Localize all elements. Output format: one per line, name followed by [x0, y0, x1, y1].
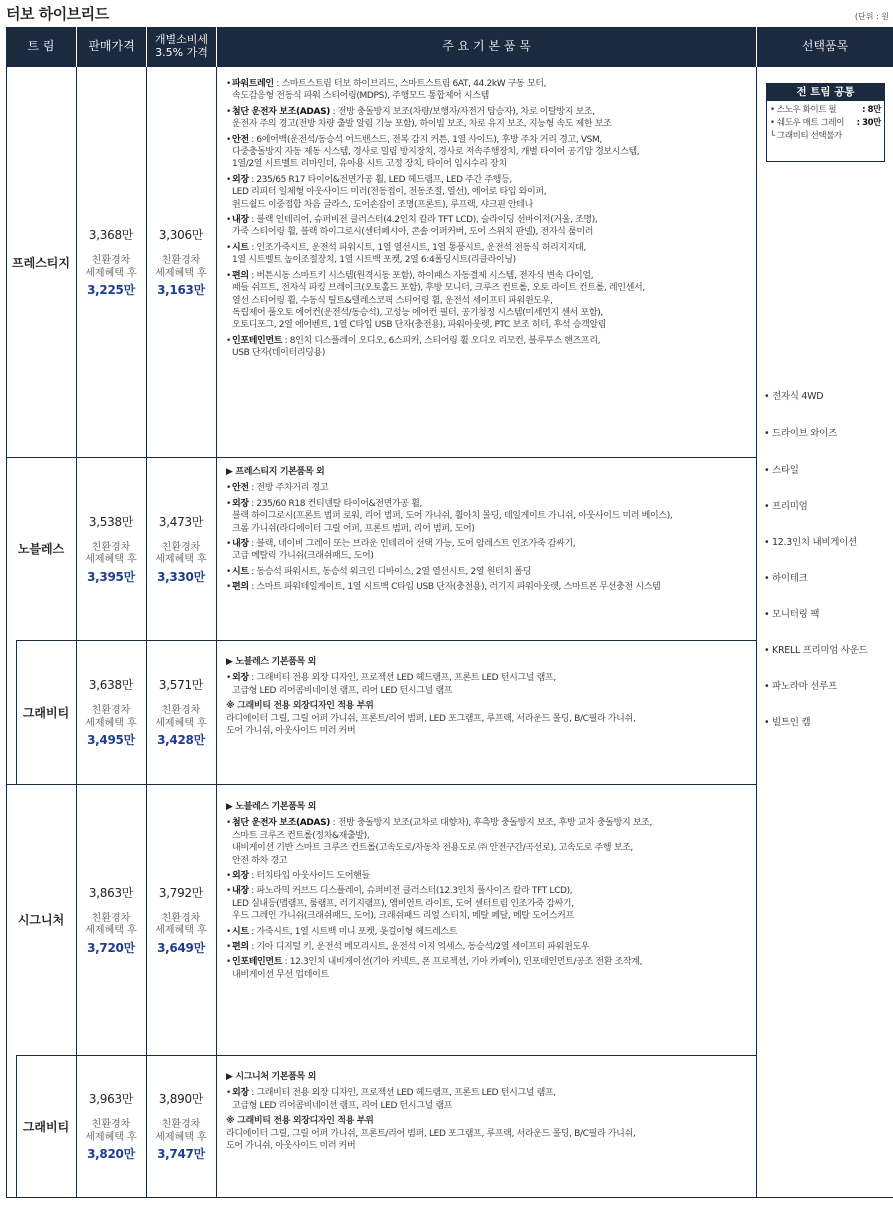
item-line: 가죽 스티어링 휠, 블랙 하이그로시(센터페시아, 콘솔 어퍼커버, 도어 스위치 판넬), 전자식 룸미러 — [232, 227, 594, 238]
item-label: 시트 — [232, 242, 249, 253]
header-items — [217, 27, 756, 67]
option-item: • 파노라마 선루프 — [764, 681, 837, 692]
item-line: : 그래비티 전용 외장 디자인, 프로젝션 LED 헤드램프, 프론트 LED 턴시그널 램프, — [251, 1088, 556, 1099]
item-block: •편의 : 스마트 파워테일게이트, 1열 시트백 C타입 USB 단자(충전용), 러기지 파워아웃렛, 스마트폰 무선충전 시스템 — [226, 582, 661, 593]
note-block — [226, 1115, 751, 1152]
benefit-label-1: 친환경차 — [161, 255, 201, 266]
item-line: USB 단자(데이터리딩용) — [232, 348, 326, 359]
after-benefit-tax-price: 3,747만 — [157, 1147, 205, 1161]
header-tax-price — [147, 27, 216, 67]
item-block: •시트 : 가죽시트, 1열 시트백 미니 포켓, 옷걸이형 헤드레스트 — [226, 926, 458, 937]
after-benefit-tax-price: 3,330만 — [157, 569, 205, 584]
tax-price-cell — [146, 1055, 216, 1197]
benefit-label-1: 친환경차 — [91, 1119, 131, 1130]
item-line: : 가죽시트, 1열 시트백 미니 포켓, 옷걸이형 헤드레스트 — [251, 926, 458, 937]
item-line: : 전방 충돌방지 보조(교차로 대향차), 후측방 충돌방지 보조, 후방 교차 충돌방지 보조, — [332, 818, 653, 829]
common-options-title: 전 트림 공통 — [767, 84, 884, 101]
common-option-note: └ 그래비티 선택불가 — [770, 130, 842, 141]
option-item: • 하이테크 — [764, 573, 808, 584]
item-line: : 동승석 파워시트, 동승석 워크인 디바이스, 2열 열선시트, 2열 원터치 폴딩 — [251, 566, 531, 577]
common-options-body — [767, 101, 884, 145]
item-line: : 인조가죽시트, 운전석 파워시트, 1열 열선시트, 1열 통풍시트, 운전석 전동식 허리지지대, — [251, 242, 587, 253]
benefit-label-2: 세제혜택 후 — [85, 925, 137, 936]
benefit-label-1: 친환경차 — [91, 255, 131, 266]
note-title: ※ 그래비티 전용 외장디자인 적용 부위 — [226, 1116, 374, 1127]
option-item: • 모니터링 팩 — [764, 609, 820, 620]
tax-price-cell — [146, 640, 216, 784]
item-line: : 12.3인치 내비게이션(기아 커넥트, 폰 프로젝션, 기아 카페이), 인포테인먼트/공조 전환 조작계, — [284, 957, 643, 968]
benefit-label-1: 친환경차 — [161, 1119, 201, 1130]
benefit-label-2: 세제혜택 후 — [155, 267, 207, 279]
item-line: : 8인치 디스플레이 오디오, 6스피커, 스티어링 휠 오디오 리모컨, 블루투스 핸즈프리, — [284, 335, 601, 346]
item-line: 내비게이션 무선 업데이트 — [232, 969, 329, 980]
item-line: : 파노라믹 커브드 디스플레이, 슈퍼비전 클러스터(12.3인치 풀사이즈 칼라 TFT LCD), — [251, 886, 573, 897]
option-item: • 전자식 4WD — [764, 391, 824, 402]
item-label: 안전 — [232, 134, 249, 145]
item-line: 블랙 하이그로시(프론트 범퍼 로워, 리어 범퍼, 도어 가니쉬, 휠아치 몰딩, 테일게이트 가니쉬, 아웃사이드 미러 베이스), — [232, 511, 673, 522]
common-option-row — [770, 117, 881, 130]
item-label: 외장 — [232, 1088, 249, 1099]
unit-label: (단위 : 원 — [854, 12, 889, 21]
item-block: •인포테인먼트 : 12.3인치 내비게이션(기아 커넥트, 폰 프로젝션, 기아 카페이), 인포테인먼트/공조 전환 조작계, 내비게이션 무선 업데이트 — [226, 957, 643, 980]
option-item: • 스타일 — [764, 465, 799, 476]
benefit-label-2: 세제혜택 후 — [155, 717, 207, 729]
benefit-label-1: 친환경차 — [91, 912, 131, 924]
header-items-label: 주 요 기 본 품 목 — [442, 39, 531, 54]
common-options-box — [766, 83, 885, 162]
tax-price: 3,473만 — [158, 514, 204, 529]
item-line: : 전방 주차거리 경고 — [251, 483, 329, 494]
item-label: 인포테인먼트 — [232, 335, 283, 346]
item-label: 외장 — [232, 871, 249, 882]
trim-cell — [16, 640, 76, 784]
after-benefit-price: 3,395만 — [87, 569, 135, 584]
tax-price: 3,890만 — [158, 1092, 204, 1106]
header-price-label: 판매가격 — [88, 39, 135, 54]
sale-price: 3,638만 — [88, 678, 134, 692]
item-label: 파워트레인 — [232, 79, 274, 89]
item-block: •시트 : 인조가죽시트, 운전석 파워시트, 1열 열선시트, 1열 통풍시트, 운전석 전동식 허리지지대, 1열 시트벨트 높이조절장치, 1열 시트백 포켓, 2열 6:4폴딩시트(리클라이닝) — [226, 242, 587, 266]
item-line: : 블랙 인테리어, 슈퍼비전 클러스터(4.2인치 칼라 TFT LCD), 슬라이딩 선바이저(거울, 조명), — [251, 215, 598, 226]
trim-cell — [6, 67, 76, 457]
item-line: : 스마트스트림 터보 하이브리드, 스마트스트림 6AT, 44.2kW 구동 모터, — [276, 79, 547, 89]
grid-line — [6, 1197, 893, 1198]
sale-price: 3,963만 — [88, 1092, 134, 1106]
item-line: 안전 하차 경고 — [232, 855, 288, 866]
item-block: •외장 : 터치타입 아웃사이드 도어핸들 — [226, 871, 370, 882]
price-cell — [76, 67, 146, 457]
header-trim — [6, 27, 76, 67]
trim-name: 프레스티지 — [12, 255, 70, 270]
item-line: 다중충돌방지 자동 제동 시스템, 경사로 밀림 방지장치, 경사로 저속주행장치, 개별 타이어 공기압 경보시스템, — [232, 147, 640, 158]
header-tax-line2: 3.5% 가격 — [155, 46, 208, 59]
option-item: • KRELL 프리미엄 사운드 — [764, 645, 868, 656]
item-label: 편의 — [232, 582, 249, 593]
item-line: : 버튼시동 스마트키 시스템(원격시동 포함), 하이패스 자동결제 시스템, 전자식 변속 다이얼, — [251, 270, 594, 281]
tax-price: 3,792만 — [158, 885, 204, 900]
after-benefit-tax-price: 3,163만 — [157, 283, 205, 297]
option-item: • 드라이브 와이즈 — [764, 428, 837, 439]
benefit-label-1: 친환경차 — [91, 705, 131, 716]
item-block: •파워트레인 : 스마트스트림 터보 하이브리드, 스마트스트림 6AT, 44.2kW 구동 모터, 속도감응형 전동식 파워 스티어링(MDPS), 주행모드 통합제어 시스템 — [226, 79, 547, 102]
item-line: : 235/65 R17 타이어&전면가공 휠, LED 헤드램프, LED 주간 주행등, — [251, 174, 512, 185]
note-title: ※ 그래비티 전용 외장디자인 적용 부위 — [226, 701, 374, 712]
item-line: : 6에어백(운전석/동승석 어드밴스드, 전복 감지 커튼, 1열 사이드), 후방 주차 거리 경고, VSM, — [251, 134, 602, 145]
sale-price: 3,538만 — [88, 514, 134, 529]
trim-cell — [16, 1055, 76, 1197]
item-label: 외장 — [232, 673, 249, 684]
item-label: 내장 — [232, 886, 249, 897]
tax-price: 3,571만 — [158, 678, 204, 692]
page-title: 터보 하이브리드 — [6, 5, 109, 23]
after-benefit-price: 3,720만 — [87, 940, 135, 955]
items-list — [226, 656, 751, 740]
note-line: 도어 가니쉬, 아웃사이드 미러 커버 — [226, 1141, 356, 1152]
item-line: : 235/60 R18 컨티넨탈 타이어&전면가공 휠, — [251, 498, 422, 509]
sale-price: 3,863만 — [88, 885, 134, 900]
header-options — [757, 27, 893, 67]
header-trim-label: 트 림 — [27, 39, 55, 54]
benefit-label-1: 친환경차 — [161, 705, 201, 716]
section-head: ▶ 프레스티지 기본품목 외 — [226, 467, 325, 477]
item-block: •안전 : 6에어백(운전석/동승석 어드밴스드, 전복 감지 커튼, 1열 사이드), 후방 주차 거리 경고, VSM, 다중충돌방지 자동 제동 시스템, 경사로 밀림 방지장치, 경사로 저속주행장치, 개별 타이어 공기압 경보시스템, 1열/2열 시트벨트 리마인더, 유아용 시트 고정 장치, 타이어 임시수리 장치 — [226, 134, 640, 170]
benefit-label-2: 세제혜택 후 — [85, 554, 137, 565]
item-line: 우드 그레인 가니쉬(크래쉬패드, 도어), 크래쉬패드 리얼 스티치, 메탈 페달, 메탈 도어스커프 — [232, 911, 574, 922]
benefit-label-2: 세제혜택 후 — [85, 1131, 137, 1143]
items-list — [226, 1071, 751, 1155]
header-price — [77, 27, 146, 67]
trim-cell — [6, 784, 76, 1055]
item-line: : 전방 충돌방지 보조(차량/보행자/자전거 탑승자), 차로 이탈방지 보조, — [332, 106, 595, 117]
note-line: 도어 가니쉬, 아웃사이드 미러 커버 — [226, 726, 356, 737]
item-block: •외장 : 235/60 R18 컨티넨탈 타이어&전면가공 휠, 블랙 하이그로시(프론트 범퍼 로워, 리어 범퍼, 도어 가니쉬, 휠아치 몰딩, 테일게이트 가니쉬, 아웃사이드 미러 베이스), 크롬 가니쉬(라디에이터 그릴 어퍼, 프론트 범퍼, 리어 범퍼, 도어) — [226, 498, 673, 534]
item-label: 편의 — [232, 270, 249, 281]
item-line: : 블랙, 네이비 그레이 또는 브라운 인테리어 선택 가능, 도어 암레스트 인조가죽 감싸기, — [251, 539, 576, 550]
tax-price-cell — [146, 784, 216, 1055]
tax-price-cell — [146, 457, 216, 640]
item-line: LED 리피터 일체형 아웃사이드 미러(전동접이, 전동조절, 열선), 에어로 타입 와이퍼, — [232, 187, 547, 198]
items-list — [226, 78, 751, 363]
item-block: •내장 : 블랙, 네이비 그레이 또는 브라운 인테리어 선택 가능, 도어 암레스트 인조가죽 감싸기, 고급 메탈릭 가니쉬(크래쉬패드, 도어) — [226, 539, 576, 562]
after-benefit-price: 3,495만 — [87, 733, 135, 747]
item-block: •외장 : 235/65 R17 타이어&전면가공 휠, LED 헤드램프, LED 주간 주행등, LED 리피터 일체형 아웃사이드 미러(전동접이, 전동조절, 열선), 에어로 타입 와이퍼, 윈드쉴드 이중접합 차음 글라스, 도어손잡이 조명(프론트), 루프랙, 샤크핀 안테나 — [226, 174, 547, 210]
item-line: 패들 쉬프트, 전자식 파킹 브레이크(오토홀드 포함), 후방 모니터, 크루즈 컨트롤, 오토 라이트 컨트롤, 레인센서, — [232, 283, 645, 294]
option-item: • 12.3인치 내비게이션 — [764, 537, 857, 548]
item-block: •내장 : 파노라믹 커브드 디스플레이, 슈퍼비전 클러스터(12.3인치 풀사이즈 칼라 TFT LCD), LED 실내등(맵램프, 룸램프, 러기지램프), 앰비언트 라이트, 도어 센터트림 인조가죽 감싸기, 우드 그레인 가니쉬(크래쉬패드, 도어), 크래쉬패드 리얼 스티치, 메탈 페달, 메탈 도어스커프 — [226, 886, 574, 922]
benefit-label-2: 세제혜택 후 — [155, 1131, 207, 1143]
item-block: •편의 : 기아 디지털 키, 운전석 메모리시트, 운전석 이지 억세스, 동승석/2열 세이프티 파워윈도우 — [226, 942, 590, 953]
price-cell — [76, 457, 146, 640]
trim-name: 노블레스 — [17, 542, 65, 556]
common-option-price: : 30만 — [856, 117, 881, 128]
benefit-label-2: 세제혜택 후 — [155, 554, 207, 565]
trim-cell — [6, 457, 76, 640]
item-label: 안전 — [232, 483, 249, 494]
after-benefit-tax-price: 3,428만 — [157, 733, 205, 747]
item-line: : 터치타입 아웃사이드 도어핸들 — [251, 871, 370, 882]
item-label: 내장 — [232, 539, 249, 550]
item-block: •시트 : 동승석 파워시트, 동승석 워크인 디바이스, 2열 열선시트, 2열 원터치 폴딩 — [226, 566, 531, 577]
trim-name: 그래비티 — [22, 705, 70, 720]
item-line: : 기아 디지털 키, 운전석 메모리시트, 운전석 이지 억세스, 동승석/2열 세이프티 파워윈도우 — [251, 942, 590, 953]
after-benefit-price: 3,820만 — [87, 1147, 135, 1161]
note-line: 라디에이터 그릴, 그릴 어퍼 가니쉬, 프론트/리어 범퍼, LED 포그램프, 루프랙, 서라운드 몰딩, B/C필라 가니쉬, — [226, 713, 636, 724]
benefit-label-2: 세제혜택 후 — [85, 717, 137, 729]
item-block: •첨단 운전자 보조(ADAS) : 전방 충돌방지 보조(차량/보행자/자전거 탑승자), 차로 이탈방지 보조, 운전자 주의 경고(전방 차량 출발 알림 기능 포함), 하이빔 보조, 차로 유지 보조, 지능형 속도 제한 보조 — [226, 106, 612, 130]
item-block: •안전 : 전방 주차거리 경고 — [226, 483, 329, 494]
item-line: 윈드쉴드 이중접합 차음 글라스, 도어손잡이 조명(프론트), 루프랙, 샤크핀 안테나 — [232, 199, 533, 210]
benefit-label-2: 세제혜택 후 — [155, 925, 207, 936]
after-benefit-tax-price: 3,649만 — [157, 940, 205, 955]
section-head: ▶ 노블레스 기본품목 외 — [226, 657, 317, 667]
item-label: 외장 — [232, 498, 249, 509]
benefit-label-1: 친환경차 — [91, 541, 131, 553]
price-cell — [76, 784, 146, 1055]
item-line: 독립제어 풀오토 에어컨(운전석/동승석), 고성능 에어컨 필터, 공기청정 시스템(미세먼지 센서 포함), — [232, 307, 603, 318]
price-cell — [76, 1055, 146, 1197]
benefit-label-1: 친환경차 — [161, 541, 201, 553]
after-benefit-price: 3,225만 — [87, 283, 135, 297]
tax-price: 3,306만 — [158, 228, 204, 242]
grid-line — [216, 67, 217, 1197]
item-line: 오토디포그, 2열 에어벤트, 1열 C타입 USB 단자(충전용), 파워아웃렛, PTC 보조 히터, 후석 승객알림 — [232, 320, 607, 331]
item-line: 고급 메탈릭 가니쉬(크래쉬패드, 도어) — [232, 551, 374, 562]
item-label: 외장 — [232, 174, 249, 185]
item-label: 시트 — [232, 926, 249, 937]
item-label: 첨단 운전자 보조(ADAS) — [232, 106, 330, 117]
option-item: • 빌트인 캠 — [764, 717, 811, 728]
common-option-label: • 쉐도우 매트 그레이 — [770, 117, 845, 128]
benefit-label-2: 세제혜택 후 — [85, 267, 137, 279]
items-list — [226, 801, 751, 984]
item-block: •외장 : 그래비티 전용 외장 디자인, 프로젝션 LED 헤드램프, 프론트 LED 턴시그널 램프, 고급형 LED 리어콤비네이션 램프, 리어 LED 턴시그널 램프 — [226, 1088, 556, 1111]
note-block — [226, 700, 751, 737]
option-item: • 프리미엄 — [764, 501, 808, 512]
header-tax-line1: 개별소비세 — [154, 33, 209, 47]
item-block: •외장 : 그래비티 전용 외장 디자인, 프로젝션 LED 헤드램프, 프론트 LED 턴시그널 램프, 고급형 LED 리어콤비네이션 램프, 리어 LED 턴시그널 램프 — [226, 673, 556, 696]
benefit-label-1: 친환경차 — [161, 912, 201, 924]
common-option-row — [770, 104, 881, 117]
grid-line — [756, 67, 757, 1197]
item-block: •편의 : 버튼시동 스마트키 시스템(원격시동 포함), 하이패스 자동결제 시스템, 전자식 변속 다이얼, 패들 쉬프트, 전자식 파킹 브레이크(오토홀드 포함), 후방 모니터, 크루즈 컨트롤, 오토 라이트 컨트롤, 레인센서, 열선 스티어링 휠, 수동식 틸트&텔레스코픽 스티어링 휠, 운전석 세이프티 파워윈도우, 독립제어 풀오토 에어컨(운전석/동승석), 고성능 에어컨 필터, 공기청정 시스템(미세먼지 센서 포함), 오토디포그, 2열 에어벤트, 1열 C타입 USB 단자(충전용), 파워아웃렛, PTC 보조 히터, 후석 승객알림 — [226, 270, 645, 331]
item-line: 고급형 LED 리어콤비네이션 램프, 리어 LED 턴시그널 램프 — [232, 685, 453, 696]
item-line: 고급형 LED 리어콤비네이션 램프, 리어 LED 턴시그널 램프 — [232, 1100, 453, 1111]
item-line: 열선 스티어링 휠, 수동식 틸트&텔레스코픽 스티어링 휠, 운전석 세이프티 파워윈도우, — [232, 295, 553, 306]
item-line: 1열/2열 시트벨트 리마인더, 유아용 시트 고정 장치, 타이어 임시수리 장치 — [232, 159, 507, 170]
trim-name: 그래비티 — [22, 1119, 70, 1134]
item-line: 속도감응형 전동식 파워 스티어링(MDPS), 주행모드 통합제어 시스템 — [232, 91, 489, 102]
item-block: •첨단 운전자 보조(ADAS) : 전방 충돌방지 보조(교차로 대향차), 후측방 충돌방지 보조, 후방 교차 충돌방지 보조, 스마트 크루즈 컨트롤(정차&재출발), 내비게이션 기반 스마트 크루즈 컨트롤(고속도로/자동차 전용도로 ㈜ 안전구간/곡선로), 고속도로 주행 보조, 안전 하차 경고 — [226, 818, 653, 866]
item-label: 인포테인먼트 — [232, 957, 283, 968]
sale-price: 3,368만 — [88, 228, 134, 242]
price-cell — [76, 640, 146, 784]
header-options-label: 선택품목 — [801, 39, 849, 54]
section-head: ▶ 시그니처 기본품목 외 — [226, 1072, 317, 1082]
item-line: LED 실내등(맵램프, 룸램프, 러기지램프), 앰비언트 라이트, 도어 센터트림 인조가죽 감싸기, — [232, 898, 574, 909]
item-line: 1열 시트벨트 높이조절장치, 1열 시트백 포켓, 2열 6:4폴딩시트(리클라이닝) — [232, 255, 516, 266]
items-list — [226, 466, 751, 597]
section-head: ▶ 노블레스 기본품목 외 — [226, 802, 317, 812]
item-label: 내장 — [232, 215, 249, 226]
note-line: 라디에이터 그릴, 그릴 어퍼 가니쉬, 프론트/리어 범퍼, LED 포그램프, 루프랙, 서라운드 몰딩, B/C필라 가니쉬, — [226, 1128, 636, 1139]
trim-name: 시그니처 — [17, 913, 65, 927]
common-option-price: : 8만 — [862, 105, 881, 115]
item-line: 운전자 주의 경고(전방 차량 출발 알림 기능 포함), 하이빔 보조, 차로 유지 보조, 지능형 속도 제한 보조 — [232, 119, 612, 130]
item-label: 시트 — [232, 566, 249, 577]
item-line: : 스마트 파워테일게이트, 1열 시트백 C타입 USB 단자(충전용), 러기지 파워아웃렛, 스마트폰 무선충전 시스템 — [251, 582, 661, 593]
tax-price-cell — [146, 67, 216, 457]
item-line: 크롬 가니쉬(라디에이터 그릴 어퍼, 프론트 범퍼, 리어 범퍼, 도어) — [232, 523, 475, 534]
item-label: 편의 — [232, 942, 249, 953]
item-label: 첨단 운전자 보조(ADAS) — [232, 818, 330, 829]
item-line: 내비게이션 기반 스마트 크루즈 컨트롤(고속도로/자동차 전용도로 ㈜ 안전구간/곡선로), 고속도로 주행 보조, — [232, 843, 633, 854]
item-block: •내장 : 블랙 인테리어, 슈퍼비전 클러스터(4.2인치 칼라 TFT LCD), 슬라이딩 선바이저(거울, 조명), 가죽 스티어링 휠, 블랙 하이그로시(센터페시아, 콘솔 어퍼커버, 도어 스위치 판넬), 전자식 룸미러 — [226, 215, 598, 238]
item-line: : 그래비티 전용 외장 디자인, 프로젝션 LED 헤드램프, 프론트 LED 턴시그널 램프, — [251, 673, 556, 684]
common-option-label: • 스노우 화이트 펄 — [770, 105, 837, 115]
item-block: •인포테인먼트 : 8인치 디스플레이 오디오, 6스피커, 스티어링 휠 오디오 리모컨, 블루투스 핸즈프리, USB 단자(데이터리딩용) — [226, 335, 601, 359]
item-line: 스마트 크루즈 컨트롤(정차&재출발), — [232, 830, 370, 841]
